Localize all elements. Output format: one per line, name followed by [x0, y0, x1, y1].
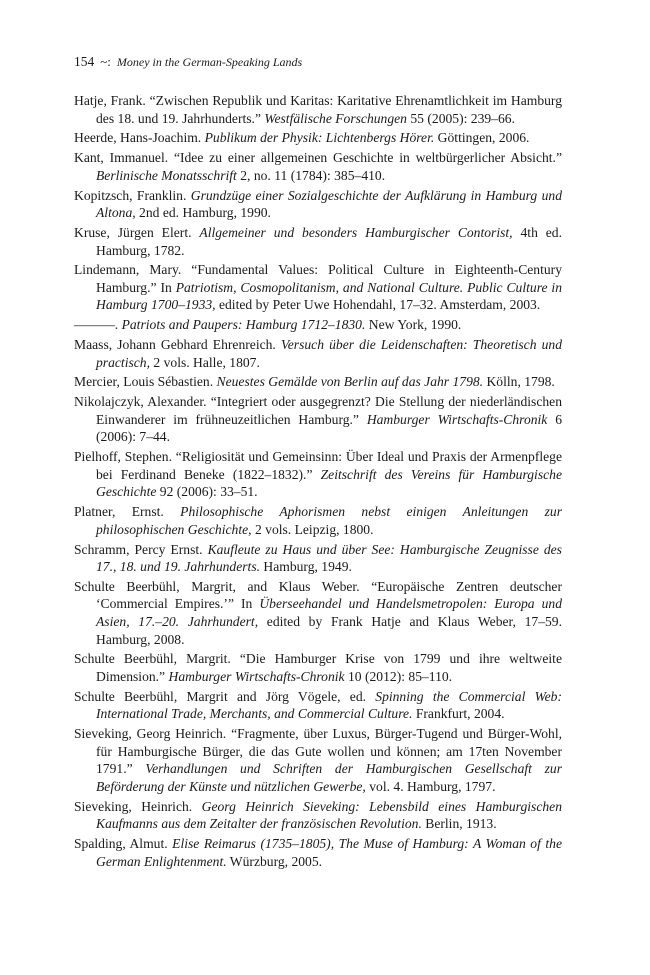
entry-title-italic: Publikum der Physik: Lichtenbergs Hörer.	[204, 130, 435, 146]
entry-text: Kölln, 1798.	[483, 374, 555, 390]
entry-text: Hatje, Frank. “Zwischen Republik und Karitas: Karitative Ehrenamtlichkeit im Hamburg des 18. und 19. Jahrhunderts.”	[74, 93, 562, 126]
bibliography-entry	[74, 187, 562, 222]
bibliography-entry	[74, 578, 562, 648]
entry-title-italic: Zeitschrift des Vereins für Hamburgische Geschichte	[96, 466, 562, 500]
bibliography-entry	[74, 224, 562, 259]
bibliography-entry	[74, 261, 562, 314]
bibliography-entry	[74, 688, 562, 723]
bibliography-entry	[74, 316, 562, 334]
entry-text: Göttingen, 2006.	[434, 130, 530, 146]
entry-text: Kopitzsch, Franklin.	[74, 187, 191, 203]
entry-title-italic: Hamburger Wirtschafts-Chronik	[168, 669, 345, 685]
bibliography-entry	[74, 448, 562, 501]
bibliography-entry	[74, 393, 562, 446]
bibliography-entry	[74, 129, 562, 147]
entry-text: Kruse, Jürgen Elert.	[74, 224, 200, 240]
page-number: 154	[74, 54, 95, 69]
entry-text: 55 (2005): 239–66.	[406, 110, 515, 126]
entry-text: Heerde, Hans-Joachim.	[74, 130, 205, 146]
entry-text: edited by Frank Hatje and Klaus Weber, 17–59. Hamburg, 2008.	[96, 614, 562, 647]
entry-title-italic: Philosophische Aphorismen nebst einigen Anleitungen zur philosophischen Geschichte,	[96, 504, 563, 537]
bibliography-entry	[74, 92, 562, 127]
page	[74, 54, 562, 873]
entry-text: Nikolajczyk, Alexander. “Integriert oder ausgegrenzt? Die Stellung der niederländischen Einwanderer im frühneuzeitlichen Hamburg.”	[74, 394, 562, 427]
entry-text: ———.	[74, 317, 122, 333]
entry-text: Hamburg, 1949.	[260, 559, 352, 575]
entry-text: vol. 4. Hamburg, 1797.	[365, 778, 496, 794]
entry-title-italic: Westfälische Forschungen	[264, 110, 407, 126]
running-title: Money in the German-Speaking Lands	[116, 55, 303, 69]
entry-text: 6 (2006): 7–44.	[96, 411, 562, 445]
entry-text: Schulte Beerbühl, Margrit and Jörg Vögele, ed.	[74, 688, 376, 704]
bibliography-entry	[74, 503, 562, 538]
entry-text: 4th ed. Hamburg, 1782.	[96, 224, 563, 258]
entry-title-italic: Spinning the Commercial Web: International Trade, Merchants, and Commercial Culture.	[96, 688, 563, 722]
entry-text: edited by Peter Uwe Hohendahl, 17–32. Amsterdam, 2003.	[215, 297, 541, 313]
entry-text: 10 (2012): 85–110.	[344, 669, 453, 685]
entry-text: Würzburg, 2005.	[226, 853, 323, 869]
entry-text: Lindemann, Mary. “Fundamental Values: Political Culture in Eighteenth-Century Hamburg.” In	[74, 262, 562, 295]
entry-text: Maass, Johann Gebhard Ehrenreich.	[74, 337, 281, 353]
bibliography-list	[74, 92, 562, 870]
bibliography-entry	[74, 149, 562, 184]
bibliography-entry	[74, 835, 562, 870]
entry-text: 2, no. 11 (1784): 385–410.	[236, 167, 386, 183]
entry-text: Schulte Beerbühl, Margrit, and Klaus Weber. “Europäische Zentren deutscher ‘Commercial Empires.’” In	[74, 578, 562, 612]
entry-text: 2 vols. Halle, 1807.	[150, 354, 260, 370]
entry-text: Platner, Ernst.	[74, 504, 181, 520]
entry-text: Pielhoff, Stephen. “Religiosität und Gemeinsinn: Über Ideal und Praxis der Armenpflege bei Ferdinand Beneke (1822–1832).”	[74, 449, 562, 482]
entry-text: 2nd ed. Hamburg, 1990.	[135, 205, 271, 221]
entry-title-italic: Elise Reimarus (1735–1805), The Muse of Hamburg: A Woman of the German Enlightenment.	[96, 836, 563, 869]
entry-text: Frankfurt, 2004.	[412, 706, 505, 722]
entry-text: Kant, Immanuel. “Idee zu einer allgemeinen Geschichte in weltbürgerlicher Absicht.”	[74, 150, 562, 166]
entry-title-italic: Hamburger Wirtschafts-Chronik	[366, 411, 548, 427]
entry-title-italic: Überseehandel und Handelsmetropolen: Europa und Asien, 17.–20. Jahrhundert,	[96, 596, 562, 630]
bibliography-entry	[74, 541, 562, 576]
entry-title-italic: Allgemeiner und besonders Hamburgischer Contorist,	[199, 224, 513, 240]
entry-title-italic: Verhandlungen und Schriften der Hamburgischen Gesellschaft zur Beförderung der Künste und nützlichen Gewerbe,	[96, 761, 562, 794]
running-head	[74, 54, 562, 70]
entry-title-italic: Versuch über die Leidenschaften: Theoretisch und practisch,	[96, 337, 562, 370]
bibliography-entry	[74, 725, 562, 795]
entry-text: Sieveking, Georg Heinrich. “Fragmente, über Luxus, Bürger-Tugend und Bürger-Wohl, für Hamburgische Bürger, die das Gute wollen und können; am 17ten November 1791.”	[74, 726, 562, 777]
entry-text: Mercier, Louis Sébastien.	[74, 374, 217, 390]
entry-text: 2 vols. Leipzig, 1800.	[251, 521, 374, 537]
entry-text: Schramm, Percy Ernst.	[74, 541, 208, 557]
entry-title-italic: Patriotism, Cosmopolitanism, and National Culture. Public Culture in Hamburg 1700–1933,	[96, 279, 563, 313]
bibliography-entry	[74, 650, 562, 685]
entry-text: Berlin, 1913.	[421, 816, 497, 832]
entry-text: New York, 1990.	[365, 317, 462, 333]
entry-text: Spalding, Almut.	[74, 836, 173, 852]
entry-title-italic: Georg Heinrich Sieveking: Lebensbild eines Hamburgischen Kaufmanns aus dem Zeitalter der französischen Revolution.	[96, 798, 562, 832]
entry-title-italic: Patriots and Paupers: Hamburg 1712–1830.	[121, 317, 366, 333]
entry-text: Schulte Beerbühl, Margrit. “Die Hamburger Krise von 1799 und ihre weltweite Dimension.”	[74, 651, 562, 685]
bibliography-entry	[74, 373, 562, 391]
bibliography-entry	[74, 336, 562, 371]
entry-title-italic: Berlinische Monatsschrift	[96, 167, 237, 183]
bibliography-entry	[74, 798, 562, 833]
entry-title-italic: Neuestes Gemälde von Berlin auf das Jahr 1798.	[216, 374, 484, 390]
entry-text: Sieveking, Heinrich.	[74, 798, 202, 814]
entry-text: 92 (2006): 33–51.	[156, 484, 258, 500]
entry-title-italic: Kaufleute zu Haus und über See: Hamburgische Zeugnisse des 17., 18. und 19. Jahrhunderts.	[96, 541, 562, 575]
ornament: ~:	[100, 54, 111, 69]
entry-title-italic: Grundzüge einer Sozialgeschichte der Aufklärung in Hamburg und Altona,	[96, 187, 562, 221]
